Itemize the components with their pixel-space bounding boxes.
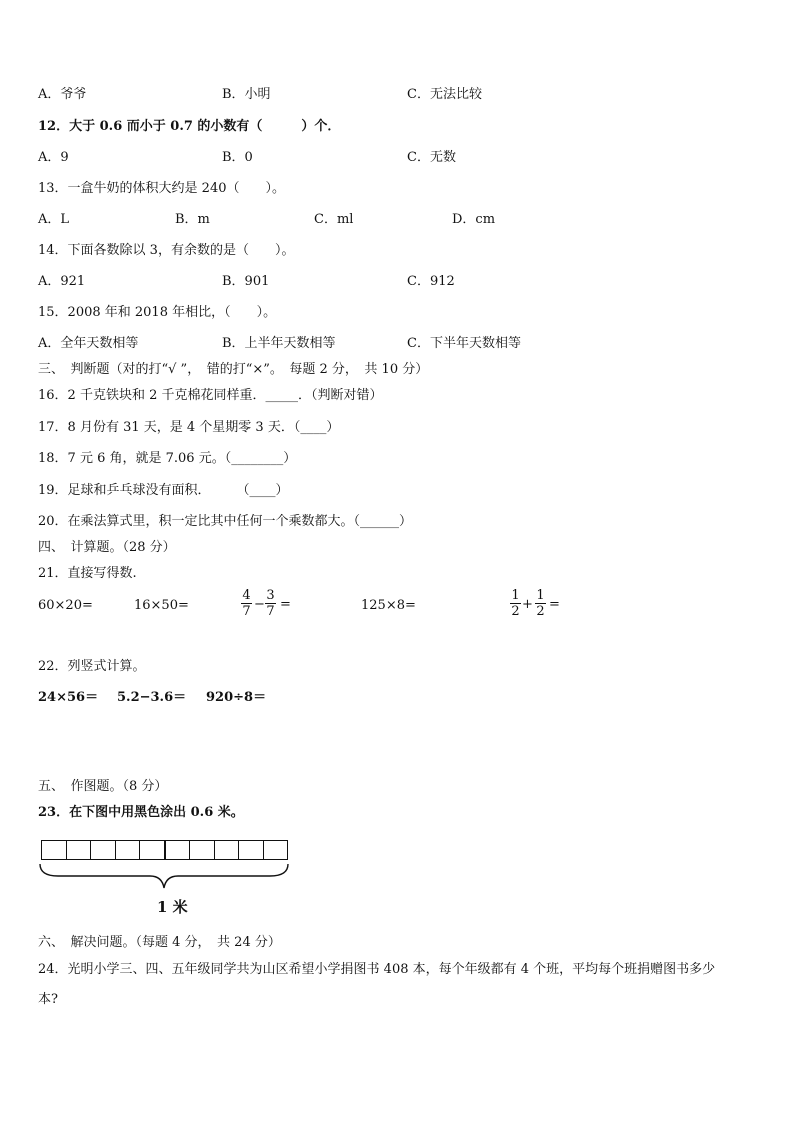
question-16: 16．2 千克铁块和 2 千克棉花同样重．_____．（判断对错） — [38, 388, 383, 403]
strip-cell[interactable] — [215, 841, 240, 859]
q12-option-b: B．0 — [222, 150, 253, 165]
q21-item-2: 16×50= — [134, 598, 189, 613]
strip-cell[interactable] — [190, 841, 215, 859]
numerator: 3 — [266, 588, 275, 603]
question-23: 23．在下图中用黑色涂出 0.6 米。 — [38, 805, 244, 820]
plus-sign: + — [522, 597, 533, 612]
one-meter-label: 1 米 — [157, 898, 188, 916]
q22-item-2: 5.2−3.6＝ — [117, 690, 187, 705]
q11-option-a: A．爷爷 — [38, 87, 87, 102]
q14-option-a: A．921 — [38, 274, 86, 289]
section-6-heading: 六、 解决问题。（每题 4 分， 共 24 分） — [38, 935, 281, 950]
section-4-heading: 四、 计算题。（28 分） — [38, 540, 176, 555]
numerator: 1 — [511, 588, 520, 603]
strip-cell[interactable] — [42, 841, 67, 859]
strip-cell[interactable] — [67, 841, 92, 859]
denominator: 7 — [242, 604, 251, 619]
q15-option-c: C．下半年天数相等 — [407, 336, 521, 351]
q13-option-d: D．cm — [452, 212, 496, 227]
equals-sign: = — [280, 597, 291, 612]
denominator: 2 — [511, 604, 520, 619]
fraction-3-7 — [265, 588, 276, 619]
strip-cell[interactable] — [140, 841, 166, 859]
denominator: 7 — [266, 604, 275, 619]
question-17: 17．8 月份有 31 天，是 4 个星期零 3 天．（____） — [38, 420, 340, 435]
strip-cell[interactable] — [166, 841, 191, 859]
question-21: 21．直接写得数. — [38, 566, 137, 581]
q12-option-c: C．无数 — [407, 150, 456, 165]
section-5-heading: 五、 作图题。（8 分） — [38, 779, 168, 794]
q12-option-a: A．9 — [38, 150, 69, 165]
question-24-line-2: 本? — [38, 992, 58, 1007]
question-22: 22．列竖式计算。 — [38, 659, 146, 674]
question-15: 15．2008 年和 2018 年相比，（ ）。 — [38, 305, 277, 320]
q11-option-b: B．小明 — [222, 87, 271, 102]
question-13: 13．一盒牛奶的体积大约是 240（ ）。 — [38, 181, 285, 196]
equals-sign: = — [549, 597, 560, 612]
question-20: 20．在乘法算式里，积一定比其中任何一个乘数都大。（______） — [38, 514, 413, 529]
strip-cell[interactable] — [239, 841, 264, 859]
section-3-heading: 三、 判断题（对的打“√ ”， 错的打“×”。 每题 2 分， 共 10 分） — [38, 362, 429, 377]
q13-option-c: C．ml — [314, 212, 354, 227]
fraction-1-2-second — [535, 588, 546, 619]
question-12: 12．大于 0.6 而小于 0.7 的小数有（ ）个． — [38, 119, 341, 134]
q22-item-1: 24×56＝ — [38, 690, 99, 705]
strip-cell[interactable] — [91, 841, 116, 859]
q11-option-c: C．无法比较 — [407, 87, 482, 102]
question-14: 14．下面各数除以 3，有余数的是（ ）。 — [38, 243, 295, 258]
q15-option-b: B．上半年天数相等 — [222, 336, 336, 351]
meter-strip[interactable] — [41, 840, 288, 860]
minus-sign: − — [254, 597, 265, 612]
q21-item-1: 60×20= — [38, 598, 93, 613]
q14-option-c: C．912 — [407, 274, 455, 289]
numerator: 1 — [536, 588, 545, 603]
strip-cell[interactable] — [264, 841, 288, 859]
strip-cell[interactable] — [116, 841, 141, 859]
numerator: 4 — [242, 588, 251, 603]
fraction-4-7 — [241, 588, 252, 619]
question-19: 19．足球和乒乓球没有面积． （____） — [38, 483, 289, 498]
denominator: 2 — [536, 604, 545, 619]
q13-option-a: A．L — [38, 212, 70, 227]
curly-brace — [38, 862, 292, 892]
q22-item-3: 920÷8＝ — [206, 690, 267, 705]
q15-option-a: A．全年天数相等 — [38, 336, 139, 351]
fraction-1-2 — [510, 588, 521, 619]
q13-option-b: B．m — [175, 212, 210, 227]
q14-option-b: B．901 — [222, 274, 270, 289]
question-24-line-1: 24．光明小学三、四、五年级同学共为山区希望小学捐图书 408 本，每个年级都有 4 个班，平均每个班捐赠图书多少 — [38, 962, 716, 977]
question-18: 18．7 元 6 角，就是 7.06 元。（________） — [38, 451, 297, 466]
q21-item-3: 125×8= — [361, 598, 416, 613]
